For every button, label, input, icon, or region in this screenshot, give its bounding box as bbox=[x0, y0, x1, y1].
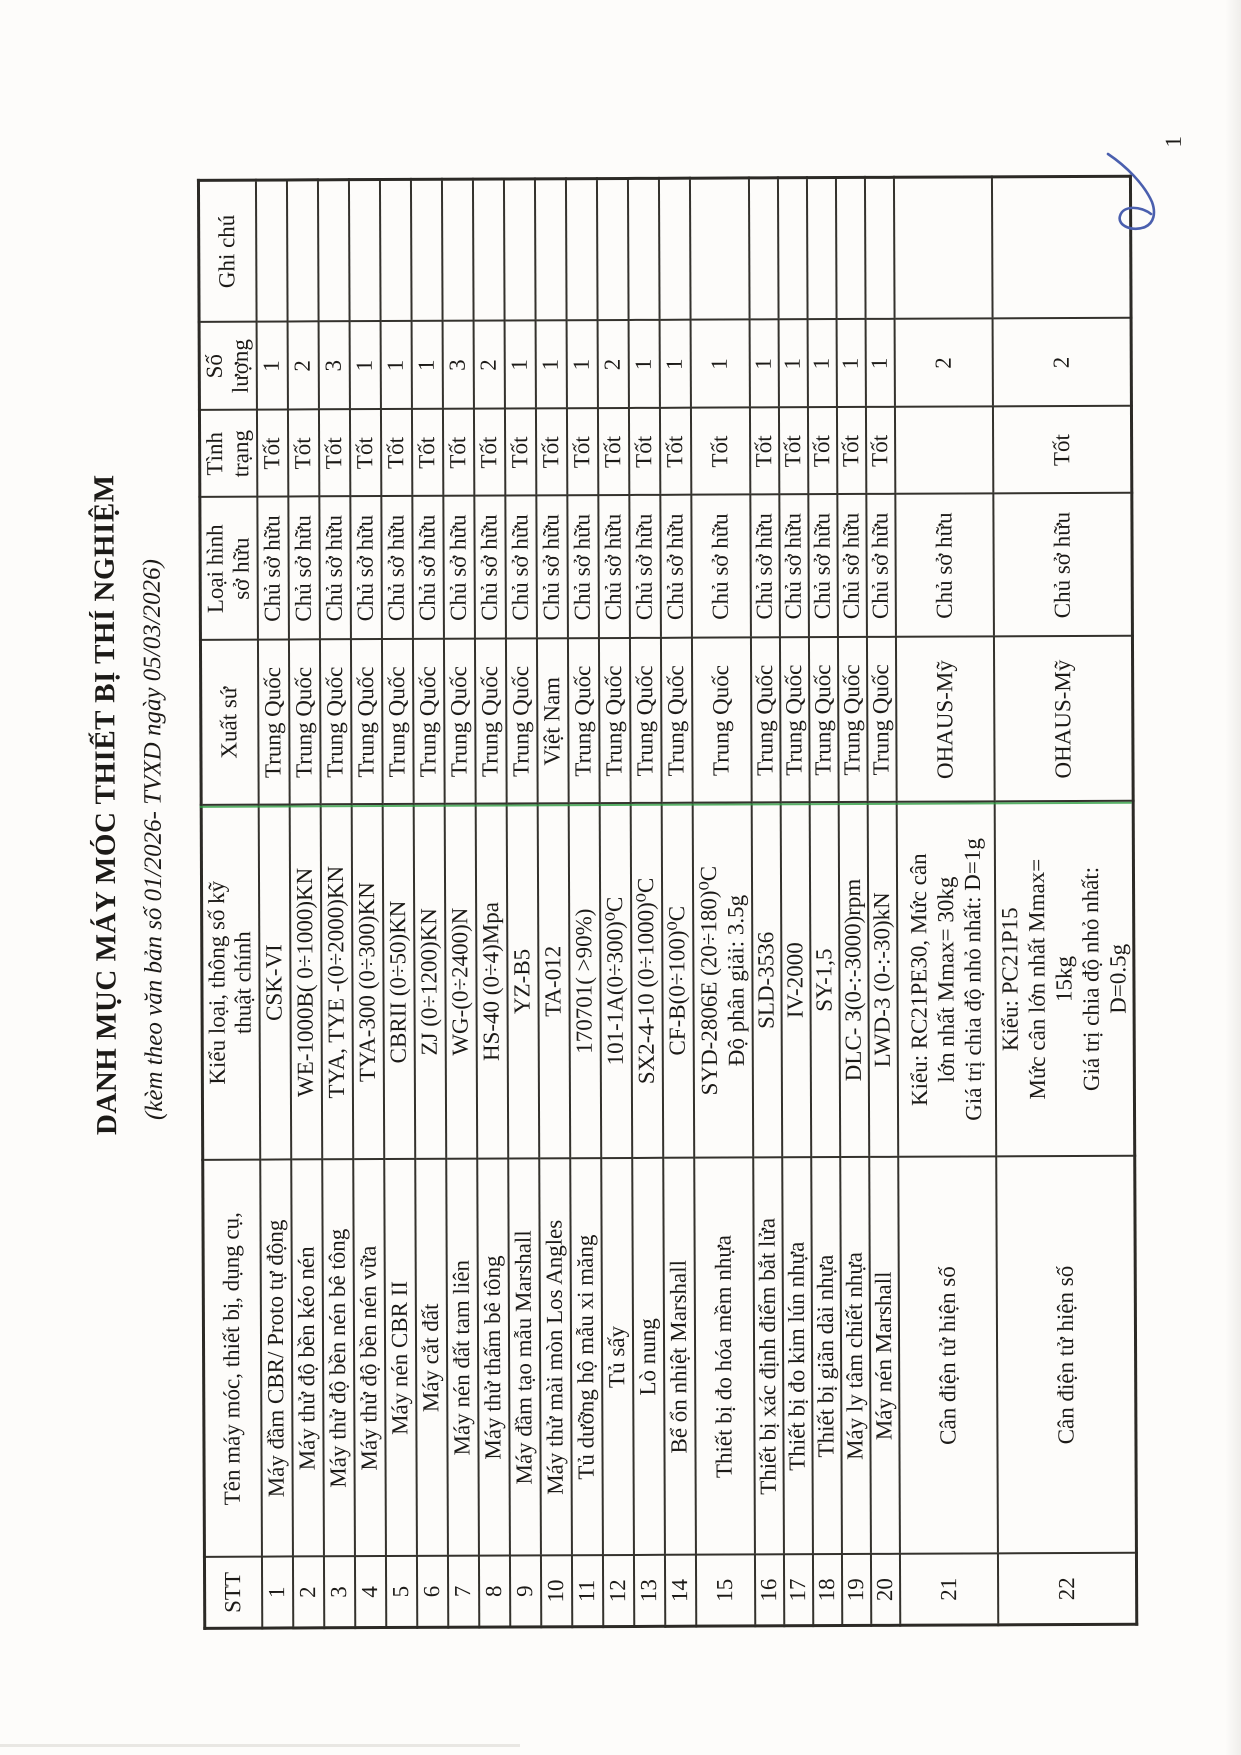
cell-ownership: Chủ sở hữu bbox=[257, 497, 289, 640]
cell-note bbox=[565, 179, 597, 321]
cell-origin: Trung Quốc bbox=[750, 638, 780, 803]
cell-quantity: 1 bbox=[690, 320, 749, 408]
cell-note bbox=[806, 178, 836, 320]
cell-note bbox=[627, 178, 659, 320]
cell-origin: Trung Quốc bbox=[808, 638, 838, 803]
cell-origin: Trung Quốc bbox=[837, 637, 867, 802]
cell-quantity: 3 bbox=[318, 322, 349, 410]
cell-name: Thiết bị xác định điểm bắt lửa bbox=[753, 1158, 784, 1555]
cell-name: Máy ly tâm chiết nhựa bbox=[840, 1157, 871, 1554]
cell-origin: Trung Quốc bbox=[350, 640, 382, 805]
equipment-table bbox=[197, 175, 1138, 1630]
cell-origin: Việt Nam bbox=[536, 639, 568, 804]
cell-condition: Tốt bbox=[442, 409, 473, 496]
cell-stt: 22 bbox=[997, 1553, 1136, 1625]
cell-ownership: Chủ sở hữu bbox=[750, 495, 780, 638]
cell-stt: 16 bbox=[754, 1555, 783, 1626]
cell-condition: Tốt bbox=[659, 408, 690, 495]
cell-name: Máy cắt đất bbox=[415, 1159, 448, 1556]
cell-stt: 12 bbox=[602, 1555, 633, 1626]
cell-note bbox=[472, 179, 504, 321]
cell-quantity: 1 bbox=[807, 320, 836, 408]
cell-condition: Tốt bbox=[256, 410, 287, 497]
cell-stt: 13 bbox=[633, 1555, 664, 1626]
cell-note bbox=[689, 178, 749, 320]
spec-line: lớn nhất Mmax= 30kg bbox=[932, 876, 959, 1083]
cell-condition: Tốt bbox=[535, 409, 566, 496]
cell-quantity: 1 bbox=[628, 320, 659, 408]
scan-bottom-smudge bbox=[0, 1744, 520, 1747]
cell-stt: 3 bbox=[323, 1557, 354, 1628]
cell-name: Máy thử độ bền nén bê tông bbox=[322, 1160, 355, 1557]
cell-ownership: Chủ sở hữu bbox=[412, 496, 444, 639]
cell-ownership: Chủ sở hữu bbox=[567, 496, 599, 639]
header-stt: STT bbox=[204, 1557, 261, 1628]
cell-ownership: Chủ sở hữu bbox=[288, 497, 320, 640]
cell-quantity: 1 bbox=[380, 321, 411, 409]
cell-quantity: 2 bbox=[597, 320, 628, 408]
cell-condition: Tốt bbox=[566, 409, 597, 496]
cell-note bbox=[255, 180, 287, 322]
cell-stt: 5 bbox=[385, 1556, 416, 1627]
cell-ownership: Chủ sở hữu bbox=[837, 494, 867, 637]
spec-line: Giá trị chia độ nhỏ nhất: bbox=[1078, 866, 1105, 1092]
cell-quantity: 1 bbox=[865, 319, 894, 407]
cell-stt: 8 bbox=[478, 1556, 509, 1627]
cell-origin: Trung Quốc bbox=[629, 638, 661, 803]
header-quantity: Số lượng bbox=[199, 322, 256, 410]
cell-quantity: 1 bbox=[836, 319, 865, 407]
header-ownership: Loại hình sở hữu bbox=[200, 497, 258, 640]
cell-condition: Tốt bbox=[504, 409, 535, 496]
cell-spec bbox=[692, 803, 753, 1158]
cell-spec: SY-1,5 bbox=[809, 803, 840, 1158]
cell-condition: Tốt bbox=[865, 407, 894, 494]
cell-spec: ZJ (0÷1200)KN bbox=[413, 804, 446, 1159]
cell-quantity: 2 bbox=[473, 321, 504, 409]
cell-ownership: Chủ sở hữu bbox=[505, 496, 537, 639]
spec-line: Kiểu: RC21PE30, Mức cân bbox=[905, 853, 932, 1107]
cell-condition: Tốt bbox=[287, 410, 318, 497]
cell-quantity: 1 bbox=[504, 321, 535, 409]
cell-note bbox=[596, 178, 628, 320]
cell-ownership: Chủ sở hữu bbox=[381, 496, 413, 639]
cell-condition: Tốt bbox=[318, 410, 349, 497]
cell-note bbox=[893, 177, 992, 319]
cell-spec: SLD-3536 bbox=[751, 803, 782, 1158]
cell-ownership: Chủ sở hữu bbox=[993, 493, 1133, 637]
cell-stt: 6 bbox=[416, 1556, 447, 1627]
cell-ownership: Chủ sở hữu bbox=[895, 494, 994, 637]
cell-origin: Trung Quốc bbox=[598, 638, 630, 803]
cell-note bbox=[410, 179, 442, 321]
cell-quantity: 2 bbox=[992, 318, 1131, 407]
cell-spec: CF-B(0÷100)⁰C bbox=[661, 803, 694, 1158]
cell-condition: Tốt bbox=[749, 408, 778, 495]
header-row bbox=[198, 180, 261, 1628]
cell-name: Máy nén Marshall bbox=[869, 1157, 900, 1554]
cell-stt: 7 bbox=[447, 1556, 478, 1627]
page-number: 1 bbox=[1160, 136, 1186, 148]
cell-origin: Trung Quốc bbox=[505, 639, 537, 804]
cell-stt: 18 bbox=[812, 1555, 841, 1626]
cell-note bbox=[379, 179, 411, 321]
cell-condition: Tốt bbox=[597, 408, 628, 495]
cell-origin: Trung Quốc bbox=[443, 639, 475, 804]
header-spec: Kiểu loại, thông số kỹ thuật chính bbox=[201, 805, 260, 1160]
cell-ownership: Chủ sở hữu bbox=[319, 497, 351, 640]
cell-spec: SX2-4-10 (0÷1000)⁰C bbox=[630, 803, 663, 1158]
cell-quantity: 2 bbox=[894, 319, 992, 407]
cell-spec: TYA-300 (0÷300)KN bbox=[351, 805, 384, 1160]
cell-name: Máy đầm CBR/ Proto tự động bbox=[260, 1160, 293, 1557]
spec-line: D=0.5g bbox=[1105, 943, 1131, 1014]
cell-stt: 4 bbox=[354, 1557, 385, 1628]
cell-ownership: Chủ sở hữu bbox=[536, 496, 568, 639]
cell-origin: Trung Quốc bbox=[257, 640, 289, 805]
scan-edge-shadow bbox=[1225, 0, 1241, 1755]
cell-spec: LWD-3 (0-:-30)kN bbox=[867, 802, 898, 1157]
cell-note bbox=[441, 179, 473, 321]
cell-condition: Tốt bbox=[778, 408, 807, 495]
document-subtitle: (kèm theo văn bản số 01/2026- TVXD ngày 05/03/2026) bbox=[138, 558, 169, 1121]
cell-spec bbox=[896, 802, 996, 1157]
cell-spec: CBRII (0÷50)KN bbox=[382, 804, 415, 1159]
cell-name: Máy thử độ bền kéo nén bbox=[291, 1160, 324, 1557]
cell-spec: 101-1A(0÷300)⁰C bbox=[599, 803, 632, 1158]
cell-stt: 10 bbox=[540, 1556, 571, 1627]
cell-origin: Trung Quốc bbox=[567, 639, 599, 804]
cell-condition bbox=[894, 407, 992, 494]
cell-quantity: 1 bbox=[659, 320, 690, 408]
cell-stt: 15 bbox=[695, 1555, 754, 1626]
cell-name: Máy nén đất tam liên bbox=[446, 1159, 479, 1556]
cell-stt: 21 bbox=[899, 1554, 997, 1625]
cell-origin: Trung Quốc bbox=[779, 638, 809, 803]
handwritten-pen-mark bbox=[1100, 150, 1200, 242]
cell-quantity: 1 bbox=[411, 321, 442, 409]
cell-name: Thiết bị giãn dài nhựa bbox=[811, 1158, 842, 1555]
cell-spec: WG-(0÷2400)N bbox=[444, 804, 477, 1159]
cell-stt: 9 bbox=[509, 1556, 540, 1627]
cell-condition: Tốt bbox=[690, 408, 749, 495]
cell-name: Tủ dưỡng hộ mẫu xi măng bbox=[570, 1159, 603, 1556]
cell-origin: Trung Quốc bbox=[866, 637, 896, 802]
cell-quantity: 1 bbox=[535, 321, 566, 409]
cell-quantity: 3 bbox=[442, 321, 473, 409]
cell-quantity: 1 bbox=[778, 320, 807, 408]
cell-ownership: Chủ sở hữu bbox=[660, 495, 692, 638]
cell-spec: YZ-B5 bbox=[506, 804, 539, 1159]
cell-spec: WE-1000B( 0÷1000)KN bbox=[289, 805, 322, 1160]
cell-name: Máy thử thấm bê tông bbox=[477, 1159, 510, 1556]
spec-line: Mức cân lớn nhất Mmax= bbox=[1024, 858, 1051, 1100]
cell-origin: Trung Quốc bbox=[660, 638, 692, 803]
cell-ownership: Chủ sở hữu bbox=[350, 497, 382, 640]
cell-stt: 11 bbox=[571, 1556, 602, 1627]
header-origin: Xuất sứ bbox=[200, 640, 258, 805]
cell-condition: Tốt bbox=[411, 409, 442, 496]
cell-origin: OHAUS-Mỹ bbox=[993, 636, 1133, 802]
cell-ownership: Chủ sở hữu bbox=[474, 496, 506, 639]
cell-stt: 1 bbox=[261, 1557, 292, 1628]
cell-spec: TA-012 bbox=[537, 804, 570, 1159]
cell-stt: 14 bbox=[664, 1555, 695, 1626]
spec-line: Độ phân giải: 3.5g bbox=[723, 894, 749, 1067]
cell-ownership: Chủ sở hữu bbox=[691, 495, 751, 638]
cell-origin: Trung Quốc bbox=[381, 639, 413, 804]
cell-note bbox=[503, 179, 535, 321]
cell-note bbox=[348, 180, 380, 322]
cell-condition: Tốt bbox=[992, 406, 1131, 494]
cell-origin: Trung Quốc bbox=[288, 640, 320, 805]
cell-ownership: Chủ sở hữu bbox=[629, 495, 661, 638]
cell-ownership: Chủ sở hữu bbox=[866, 494, 896, 637]
cell-origin: Trung Quốc bbox=[319, 640, 351, 805]
cell-quantity: 1 bbox=[349, 322, 380, 410]
table-row bbox=[689, 178, 754, 1626]
cell-condition: Tốt bbox=[836, 407, 865, 494]
spec-line: Giá trị chia độ nhỏ nhất: D=1g bbox=[959, 838, 987, 1121]
cell-name: Cân điện tử hiện số bbox=[996, 1156, 1137, 1554]
cell-spec bbox=[994, 801, 1135, 1157]
table-body bbox=[255, 176, 1136, 1628]
cell-origin: Trung Quốc bbox=[474, 639, 506, 804]
spec-line: SYD-2806E (20÷180)⁰C bbox=[695, 865, 722, 1096]
cell-condition: Tốt bbox=[380, 409, 411, 496]
cell-name: Thiết bị đo kim lún nhựa bbox=[782, 1158, 813, 1555]
cell-quantity: 1 bbox=[256, 322, 287, 410]
cell-origin: Trung Quốc bbox=[691, 638, 751, 803]
cell-condition: Tốt bbox=[807, 408, 836, 495]
cell-ownership: Chủ sở hữu bbox=[443, 496, 475, 639]
table-row bbox=[991, 176, 1136, 1625]
header-note: Ghi chú bbox=[198, 180, 256, 322]
cell-stt: 20 bbox=[870, 1554, 899, 1625]
cell-spec: DLC- 3(0-:-3000)rpm bbox=[838, 802, 869, 1157]
cell-name: Bể ổn nhiệt Marshall bbox=[663, 1158, 696, 1555]
cell-note bbox=[658, 178, 690, 320]
spec-line: Kiểu: PC21P15 bbox=[997, 907, 1024, 1052]
cell-condition: Tốt bbox=[473, 409, 504, 496]
cell-name: Thiết bị đo hóa mềm nhựa bbox=[694, 1158, 755, 1555]
table-row bbox=[893, 177, 997, 1625]
cell-condition: Tốt bbox=[628, 408, 659, 495]
cell-ownership: Chủ sở hữu bbox=[598, 495, 630, 638]
cell-spec: TYA, TYE -(0÷2000)KN bbox=[320, 805, 353, 1160]
cell-stt: 19 bbox=[841, 1554, 870, 1625]
cell-spec: 170701( >90%) bbox=[568, 804, 601, 1159]
header-condition: Tình trạng bbox=[199, 410, 256, 497]
cell-ownership: Chủ sở hữu bbox=[808, 495, 838, 638]
cell-origin: OHAUS-Mỹ bbox=[895, 637, 994, 802]
cell-stt: 17 bbox=[783, 1555, 812, 1626]
cell-condition: Tốt bbox=[349, 410, 380, 497]
cell-quantity: 2 bbox=[287, 322, 318, 410]
cell-name: Lò nung bbox=[632, 1158, 665, 1555]
spec-line: 15kg bbox=[1051, 956, 1077, 1003]
cell-name: Máy nén CBR II bbox=[384, 1159, 417, 1556]
cell-spec: HS-40 (0÷4)Mpa bbox=[475, 804, 508, 1159]
cell-note bbox=[286, 180, 318, 322]
cell-note bbox=[864, 177, 894, 319]
cell-ownership: Chủ sở hữu bbox=[779, 495, 809, 638]
cell-quantity: 1 bbox=[749, 320, 778, 408]
cell-note bbox=[317, 180, 349, 322]
cell-quantity: 1 bbox=[566, 321, 597, 409]
cell-spec: CSK-VI bbox=[258, 805, 291, 1160]
cell-name: Máy thử mài mòn Los Angles bbox=[539, 1159, 572, 1556]
cell-name: Máy đầm tạo mẫu Marshall bbox=[508, 1159, 541, 1556]
cell-name: Cân điện tử hiện số bbox=[898, 1157, 998, 1554]
cell-name: Tủ sấy bbox=[601, 1158, 634, 1555]
cell-stt: 2 bbox=[292, 1557, 323, 1628]
cell-name: Máy thử độ bền nén vữa bbox=[353, 1160, 386, 1557]
cell-note bbox=[748, 178, 778, 320]
cell-note bbox=[777, 178, 807, 320]
document-title: DANH MỤC MÁY MÓC THIẾT BỊ THÍ NGHIỆM bbox=[88, 474, 124, 1136]
cell-origin: Trung Quốc bbox=[412, 639, 444, 804]
cell-note bbox=[835, 177, 865, 319]
header-name: Tên máy móc, thiết bị, dụng cụ, bbox=[203, 1160, 262, 1557]
cell-spec: IV-2000 bbox=[780, 803, 811, 1158]
cell-note bbox=[534, 179, 566, 321]
